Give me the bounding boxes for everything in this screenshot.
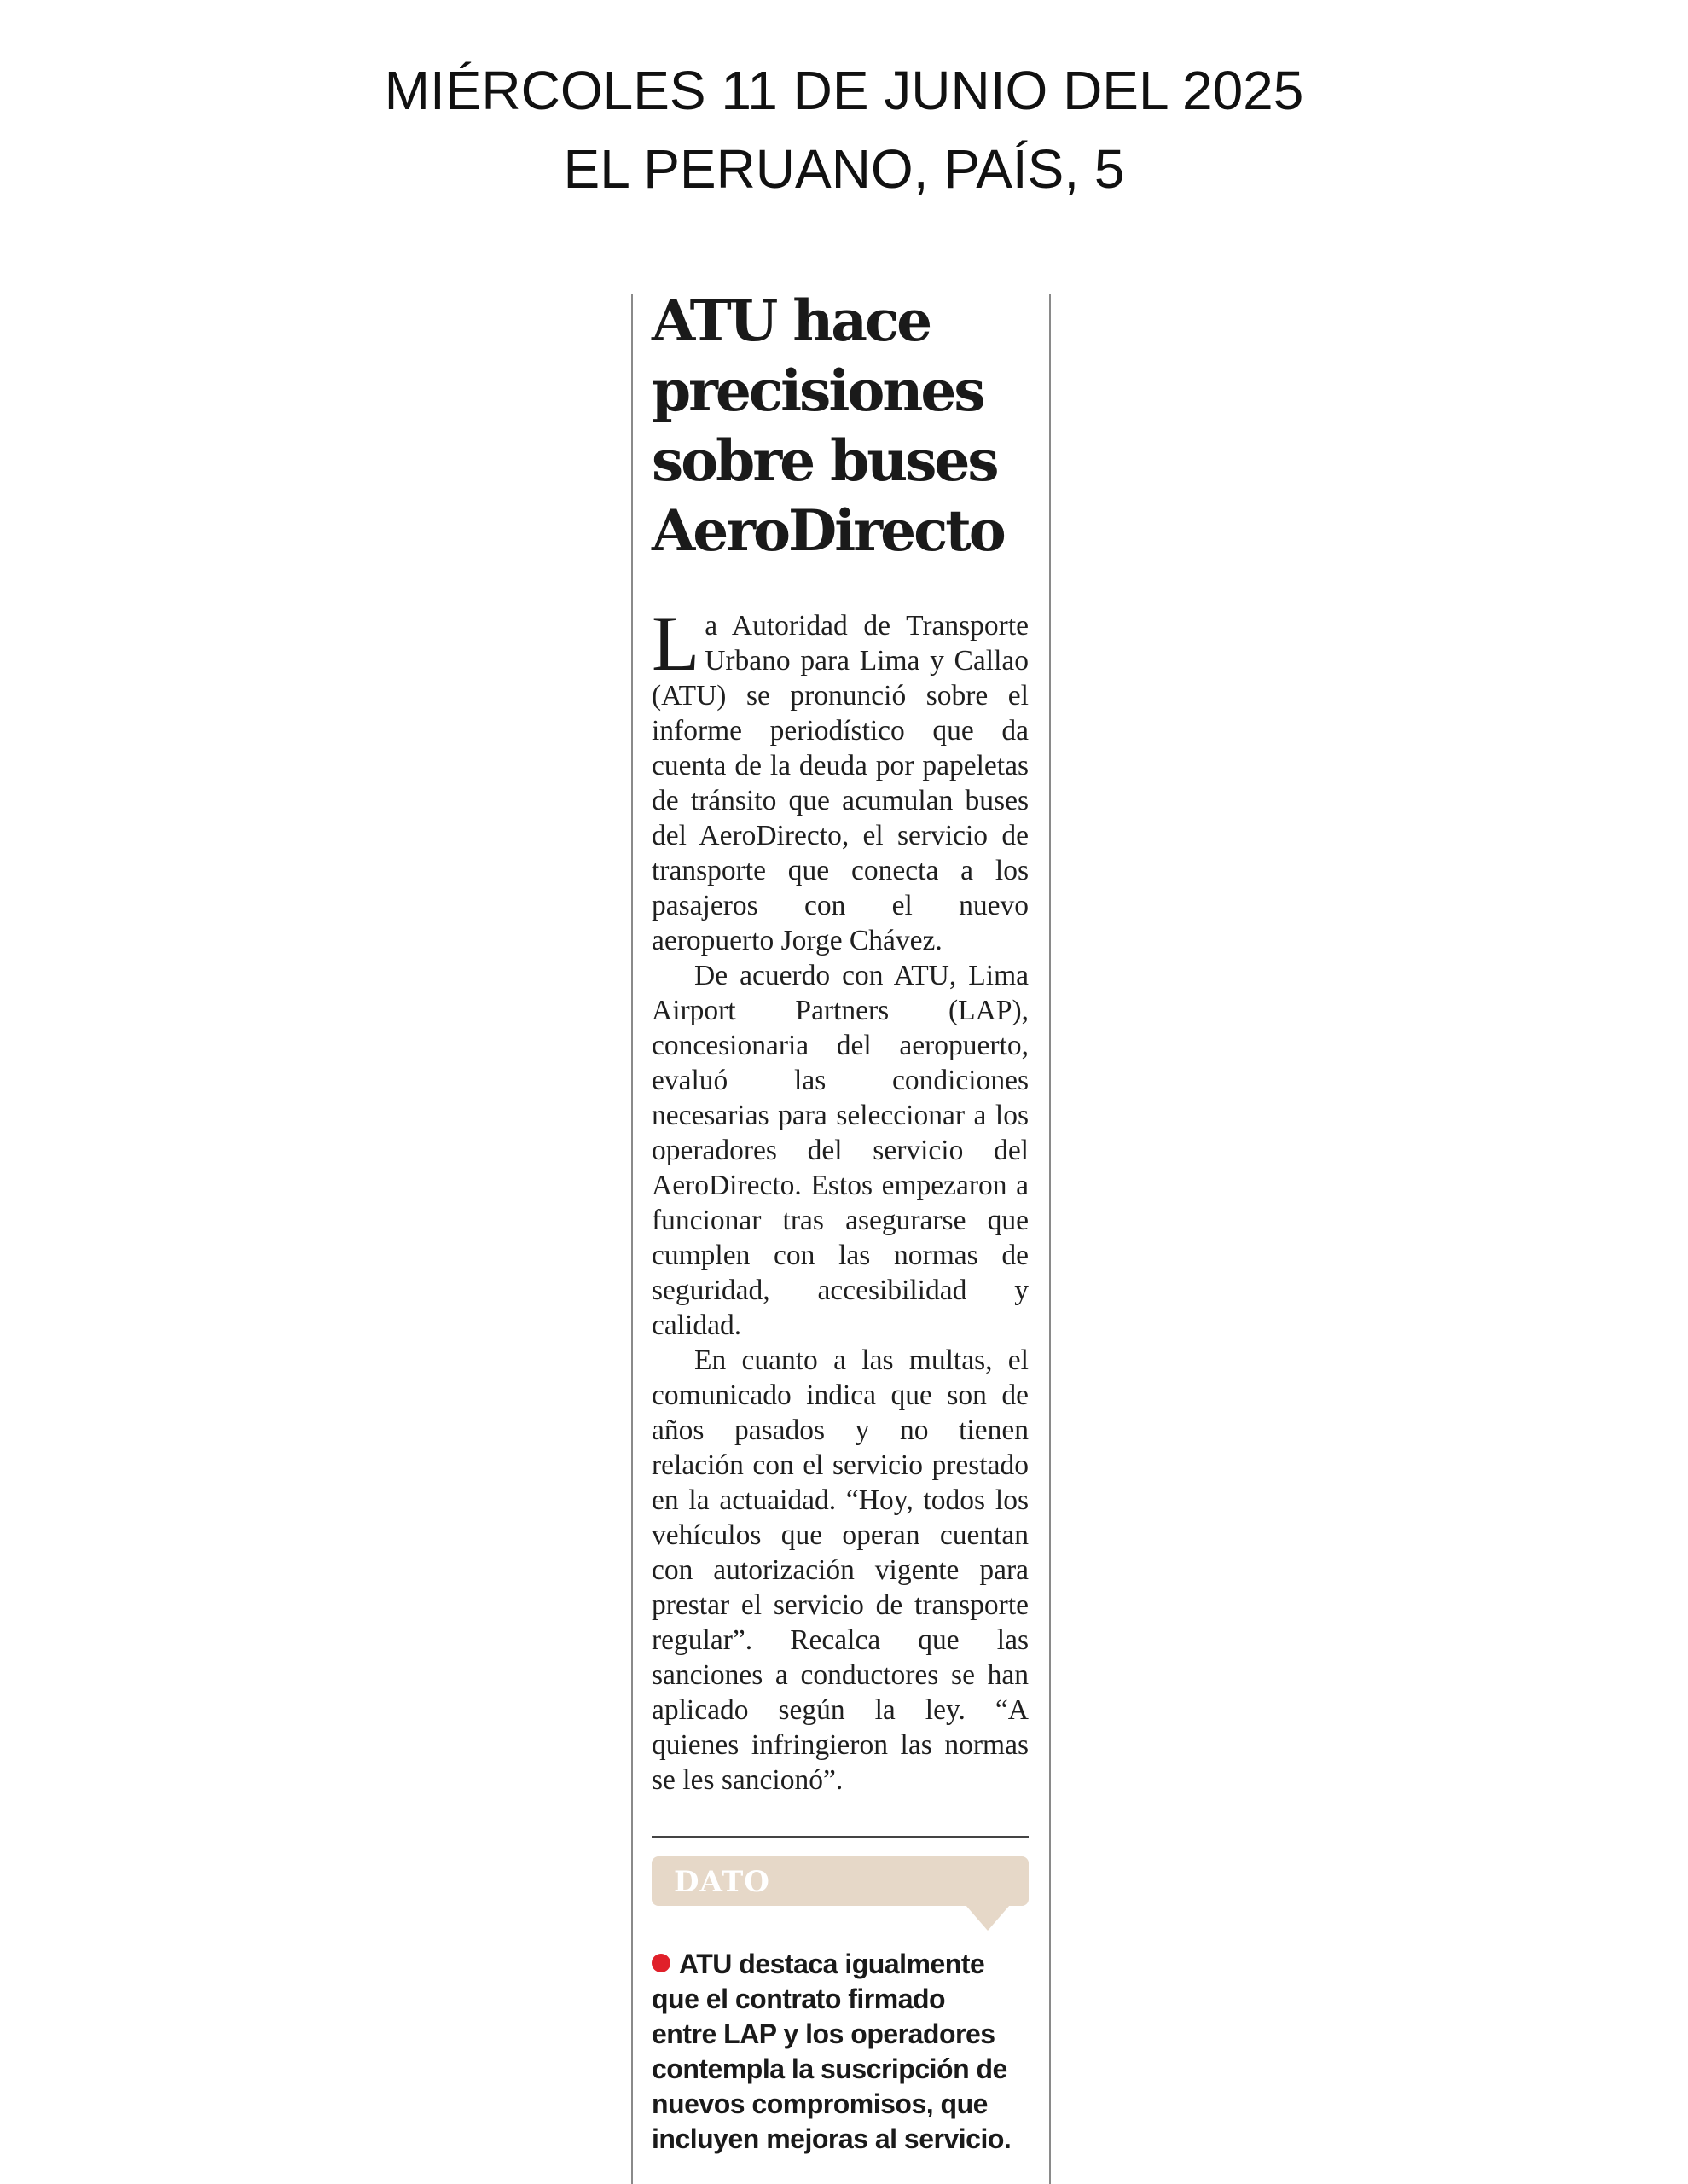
dato-text [652,1947,1044,2157]
article-body [652,600,1029,1798]
source-line: EL PERUANO, PAÍS, 5 [563,138,1125,200]
dato-line-text: ATU destaca igualmente [679,1949,985,1979]
headline-line: precisiones [652,357,983,424]
dato-box [652,1856,1029,1906]
column-rule-left [631,294,633,2184]
dato-line: contempla la suscripción de [652,2053,1007,2084]
bullet-dot-icon [652,1954,670,1972]
date-line: MIÉRCOLES 11 DE JUNIO DEL 2025 [384,60,1304,121]
dato-line: que el contrato firmado [652,1984,946,2014]
article-column [652,286,1029,1798]
dato-line [652,1947,1044,1982]
article-paragraph: De acuerdo con ATU, Lima Airport Partners (LAP), concesionaria del aeropuerto, evaluó las condiciones necesarias para seleccionar a los operadores del servicio del AeroDirecto. Estos empezaron a funcionar tras asegurarse que cumplen con las normas de seguridad, accesibilidad y calidad. [652,960,1029,1341]
dato-line: incluyen mejoras al servicio. [652,2123,1012,2154]
dato-label: DATO [674,1865,770,1899]
page-header [0,51,1688,208]
headline-line: AeroDirecto [652,497,1004,564]
article-paragraph: En cuanto a las multas, el comunicado indica que son de años pasados y no tienen relación con el servicio prestado en la actuaidad. “Hoy, todos los vehículos que operan cuentan con autorización vigente para prestar el servicio de transporte regular”. Recalca que las sanciones a conductores se han aplicado según la ley. “A quienes infringieron las normas se les sancionó”. [652,1345,1029,1796]
dato-line: entre LAP y los operadores [652,2018,995,2049]
paragraph-text: a Autoridad de Transporte Urbano para Lima y Callao (ATU) se pronunció sobre el informe periodístico que da cuenta de la deuda por papeletas de tránsito que acumulan buses del AeroDirecto, el servicio de transporte que conecta a los pasajeros con el nuevo aeropuerto Jorge Chávez. [652,610,1029,956]
dato-pointer [966,1905,1010,1931]
column-rule-right [1049,294,1051,2184]
article-headline [652,286,1029,566]
dato-line: nuevos compromisos, que [652,2088,988,2119]
article-paragraph [652,600,1029,958]
headline-line: sobre buses [652,427,997,494]
headline-line: ATU hace [652,288,931,354]
section-divider [652,1836,1029,1838]
drop-cap: L [652,600,700,687]
